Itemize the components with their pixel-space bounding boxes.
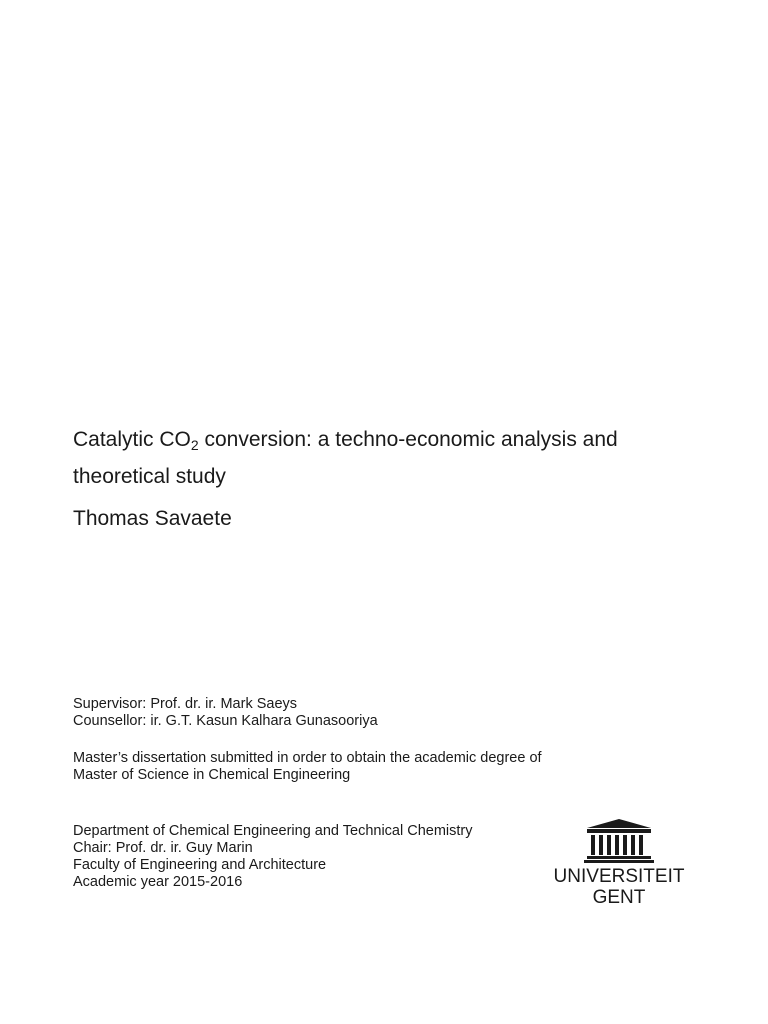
logo-text-line-1: UNIVERSITEIT xyxy=(553,866,685,887)
author-name: Thomas Savaete xyxy=(73,507,232,530)
department-chair: Chair: Prof. dr. ir. Guy Marin xyxy=(73,840,253,856)
counsellor-line: Counsellor: ir. G.T. Kasun Kalhara Gunasooriya xyxy=(73,713,378,729)
title-subscript: 2 xyxy=(190,437,199,453)
faculty-name: Faculty of Engineering and Architecture xyxy=(73,857,327,873)
supervision-block xyxy=(73,696,378,730)
degree-line-2: Master of Science in Chemical Engineering xyxy=(73,767,351,783)
supervisor-line: Supervisor: Prof. dr. ir. Mark Saeys xyxy=(73,696,298,712)
title-text-after-subscript: conversion: a techno-economic analysis and theoretical study xyxy=(73,428,618,488)
logo-text-line-2: GENT xyxy=(592,887,646,908)
department-name: Department of Chemical Engineering and Technical Chemistry xyxy=(73,823,473,839)
degree-line-1: Master’s dissertation submitted in order to obtain the academic degree of xyxy=(73,750,542,766)
academic-year: Academic year 2015-2016 xyxy=(73,874,243,890)
title-text-before-subscript: Catalytic CO xyxy=(73,428,191,451)
degree-block xyxy=(73,750,542,784)
university-building-icon xyxy=(553,816,685,908)
thesis-title xyxy=(73,421,713,495)
university-logo xyxy=(553,816,685,908)
department-block xyxy=(73,823,473,891)
